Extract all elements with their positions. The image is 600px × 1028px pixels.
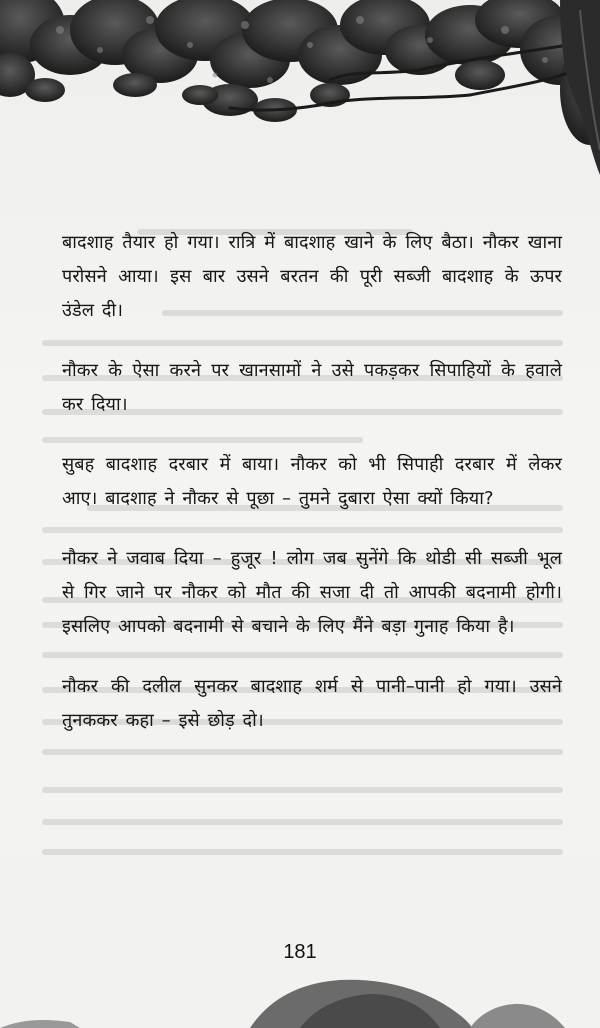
paragraph-1: बादशाह तैयार हो गया। रात्रि में बादशाह खाने के लिए बैठा। नौकर खाना परोसने आया। इस बार उसने बरतन की पूरी सब्जी बादशाह के ऊपर उंडेल दी। <box>62 232 562 321</box>
story-text <box>62 226 562 764</box>
paragraph-4: नौकर ने जवाब दिया – हुजूर ! लोग जब सुनेंगे कि थोडी सी सब्जी भूल से गिर जाने पर नौकर को मौत की सजा दी तो आपकी बदनामी होगी। इसलिए आपको बदनामी से बचाने के लिए मैंने बड़ा गुनाह किया है। <box>62 548 562 637</box>
page-number: 181 <box>283 941 317 963</box>
paragraph-2: नौकर के ऐसा करने पर खानसामों ने उसे पकड़कर सिपाहियों के हवाले कर दिया। <box>62 360 562 415</box>
paragraph-5: नौकर की दलील सुनकर बादशाह शर्म से पानी–पानी हो गया। उसने तुनककर कहा – इसे छोड़ दो। <box>62 676 562 731</box>
tree-illustration <box>0 0 600 175</box>
rock-illustration <box>0 958 600 1028</box>
paragraph-3: सुबह बादशाह दरबार में बाया। नौकर को भी सिपाही दरबार में लेकर आए। बादशाह ने नौकर से पूछा – तुमने दुबारा ऐसा क्यों किया? <box>62 454 562 509</box>
